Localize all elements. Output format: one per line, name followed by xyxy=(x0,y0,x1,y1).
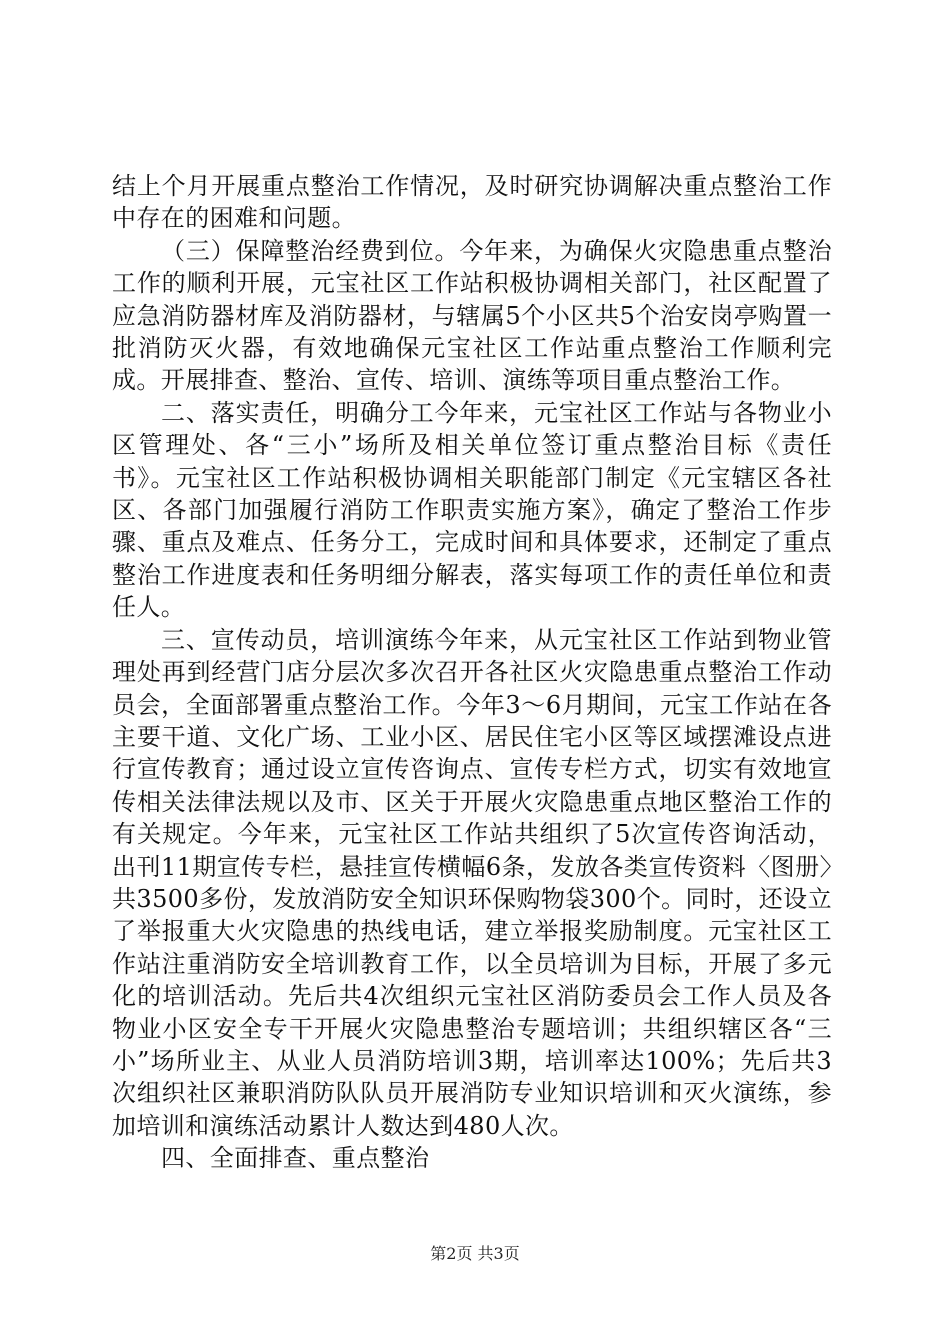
page-footer: 第2页 共3页 xyxy=(430,1244,520,1263)
document-body xyxy=(112,170,832,1175)
paragraph-section-four-heading: 四、全面排查、重点整治 xyxy=(161,1144,430,1173)
paragraph-funding: （三）保障整治经费到位。今年来，为确保火灾隐患重点整治工作的顺利开展，元宝社区工作站积极协调相关部门，社区配置了应急消防器材库及消防器材，与辖属5个小区共5个治安岗亭购置一批消防灭火器，有效地确保元宝社区工作站重点整治工作顺利完成。开展排查、整治、宣传、培训、演练等项目重点整治工作。 xyxy=(112,236,832,395)
paragraph-responsibility: 二、落实责任，明确分工今年来，元宝社区工作站与各物业小区管理处、各“三小”场所及相关单位签订重点整治目标《责任书》。元宝社区工作站积极协调相关职能部门制定《元宝辖区各社区、各部门加强履行消防工作职责实施方案》，确定了整治工作步骤、重点及难点、任务分工，完成时间和具体要求，还制定了重点整治工作进度表和任务明细分解表，落实每项工作的责任单位和责任人。 xyxy=(112,398,832,622)
paragraph-publicity-training: 三、宣传动员，培训演练今年来，从元宝社区工作站到物业管理处再到经营门店分层次多次召开各社区火灾隐患重点整治工作动员会，全面部署重点整治工作。今年3～6月期间，元宝工作站在各主要干道、文化广场、工业小区、居民住宅小区等区域摆滩设点进行宣传教育；通过设立宣传咨询点、宣传专栏方式，切实有效地宣传相关法律法规以及市、区关于开展火灾隐患重点地区整治工作的有关规定。今年来，元宝社区工作站共组织了5次宣传咨询活动，出刊11期宣传专栏，悬挂宣传横幅6条，发放各类宣传资料〈图册〉共3500多份，发放消防安全知识环保购物袋300个。同时，还设立了举报重大火灾隐患的热线电话，建立举报奖励制度。元宝社区工作站注重消防安全培训教育工作，以全员培训为目标，开展了多元化的培训活动。先后共4次组织元宝社区消防委员会工作人员及各物业小区安全专干开展火灾隐患整治专题培训；共组织辖区各“三小”场所业主、从业人员消防培训3期，培训率达100%；先后共3次组织社区兼职消防队队员开展消防专业知识培训和灭火演练，参加培训和演练活动累计人数达到480人次。 xyxy=(112,625,832,1140)
paragraph-continuation: 结上个月开展重点整治工作情况，及时研究协调解决重点整治工作中存在的困难和问题。 xyxy=(112,172,832,233)
